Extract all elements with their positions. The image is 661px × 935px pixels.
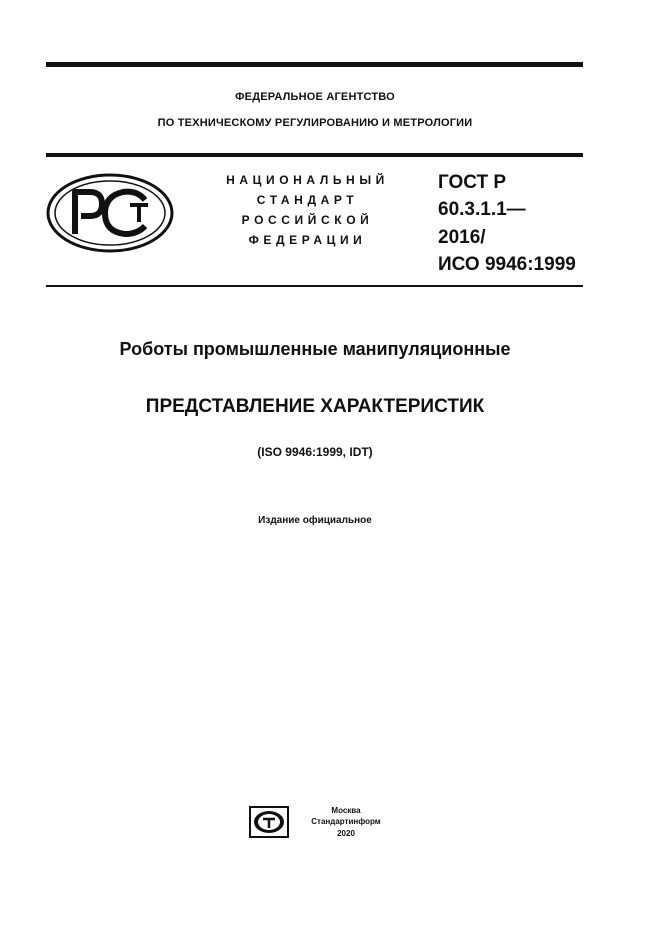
national-line-4: ФЕДЕРАЦИИ — [248, 233, 367, 247]
middle-rule — [46, 153, 583, 157]
document-subtitle: ПРЕДСТАВЛЕНИЕ ХАРАКТЕРИСТИК — [145, 396, 485, 417]
national-line-2: СТАНДАРТ — [256, 193, 359, 207]
agency-line-2: ПО ТЕХНИЧЕСКОМУ РЕГУЛИРОВАНИЮ И МЕТРОЛОГИИ — [157, 117, 473, 129]
gost-line-3: 2016/ — [438, 227, 486, 248]
national-line-1: НАЦИОНАЛЬНЫЙ — [226, 173, 389, 187]
standartinform-logo-icon — [249, 806, 289, 838]
publisher-name: Стандартинформ — [311, 817, 381, 826]
document-title: Роботы промышленные манипуляционные — [119, 339, 511, 359]
publisher-year: 2020 — [337, 829, 355, 838]
gost-line-4: ИСО 9946:1999 — [438, 254, 576, 275]
agency-line-1: ФЕДЕРАЛЬНОЕ АГЕНТСТВО — [235, 91, 395, 103]
gost-line-1: ГОСТ Р — [438, 172, 507, 193]
edition-note: Издание официальное — [258, 515, 372, 526]
national-line-3: РОССИЙСКОЙ — [241, 213, 374, 227]
publisher-city: Москва — [331, 806, 361, 815]
gost-line-2: 60.3.1.1— — [438, 199, 526, 220]
top-rule — [46, 62, 583, 67]
lower-rule — [46, 285, 583, 287]
iso-reference: (ISO 9946:1999, IDT) — [257, 445, 373, 459]
rst-logo-icon — [45, 172, 175, 254]
